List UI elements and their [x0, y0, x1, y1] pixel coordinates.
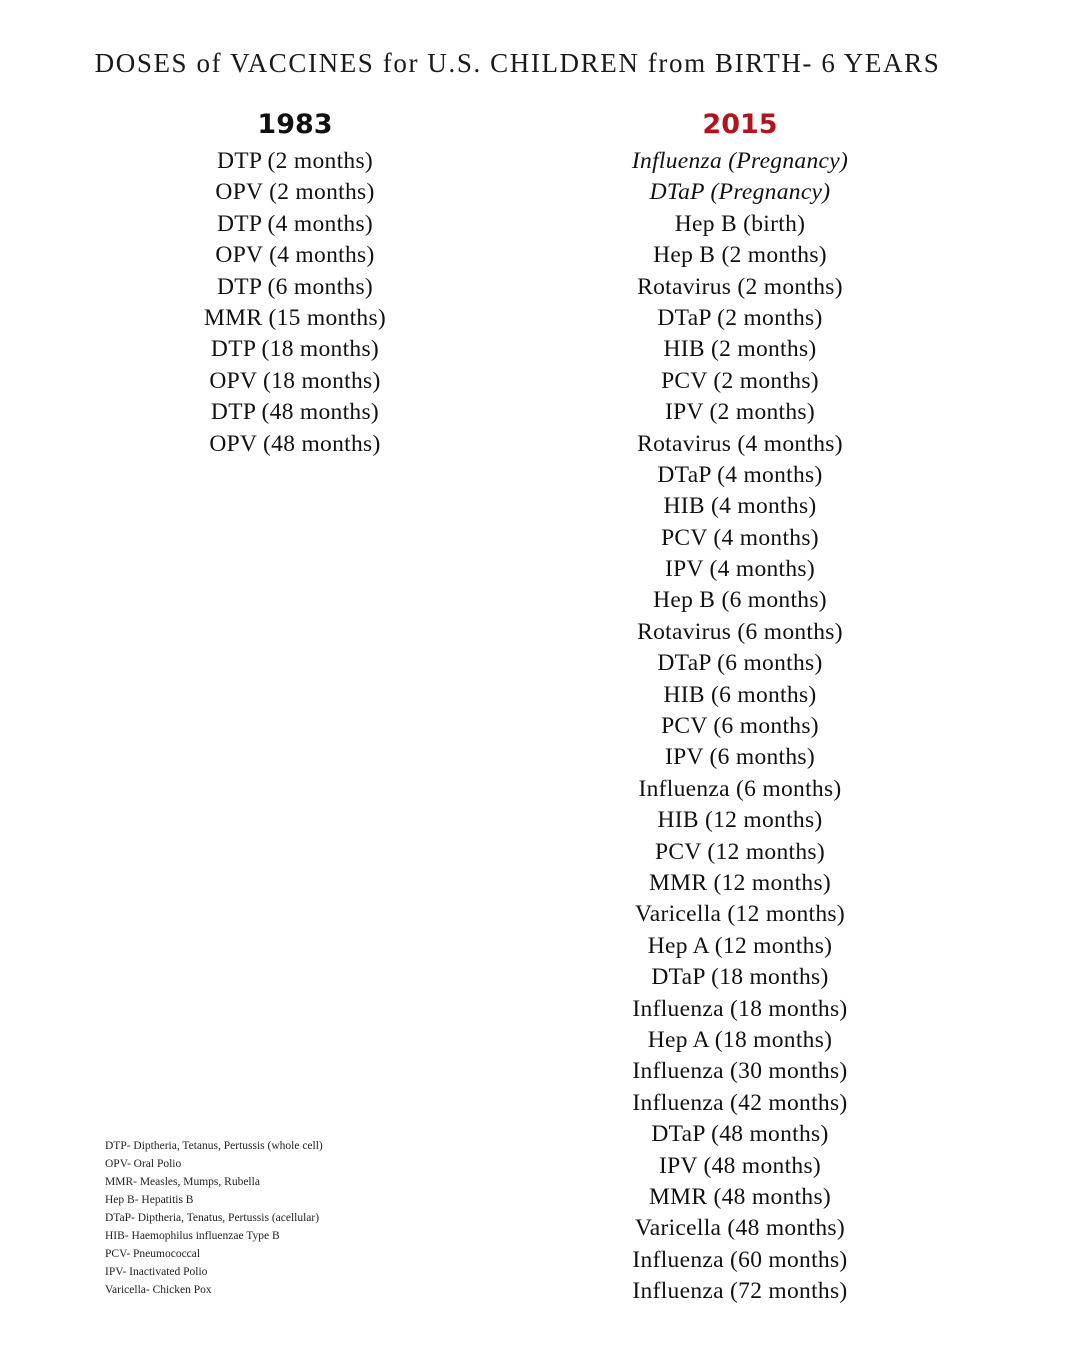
dose-item-2015: Hep B (2 months)	[653, 242, 827, 269]
dose-item-2015: PCV (4 months)	[661, 524, 819, 551]
dose-item-2015: IPV (4 months)	[665, 556, 815, 583]
dose-item-1983: DTP (48 months)	[210, 399, 380, 426]
dose-item-2015: MMR (12 months)	[648, 869, 832, 896]
dose-item-2015: Hep A (18 months)	[647, 1026, 833, 1053]
dose-item-1983: DTP (18 months)	[210, 336, 380, 363]
dose-item-2015: DTaP (2 months)	[657, 304, 823, 331]
dose-item-2015: DTaP (48 months)	[651, 1121, 829, 1148]
legend-entry: OPV- Oral Polio	[105, 1158, 182, 1170]
dose-item-2015: Influenza (6 months)	[638, 775, 842, 802]
dose-item-2015: Influenza (18 months)	[632, 995, 848, 1022]
column-1983	[155, 104, 435, 460]
dose-item-2015: MMR (48 months)	[648, 1183, 832, 1210]
dose-item-1983: OPV (2 months)	[215, 179, 375, 206]
legend-entry: Varicella- Chicken Pox	[105, 1284, 212, 1296]
dose-item-2015: PCV (12 months)	[655, 838, 825, 865]
dose-item-2015: HIB (6 months)	[663, 681, 817, 708]
abbreviation-legend	[105, 1137, 323, 1299]
dose-item-2015: IPV (2 months)	[665, 399, 815, 426]
legend-entry: DTP- Diptheria, Tetanus, Pertussis (whole cell)	[105, 1140, 323, 1152]
dose-item-1983: DTP (4 months)	[216, 210, 374, 237]
dose-item-2015: DTaP (Pregnancy)	[649, 179, 831, 206]
dose-item-2015: DTaP (18 months)	[651, 964, 829, 991]
dose-item-1983: OPV (4 months)	[215, 242, 375, 269]
dose-item-2015: Rotavirus (6 months)	[637, 618, 843, 645]
dose-item-2015: Hep B (birth)	[674, 210, 806, 237]
dose-item-2015: Hep B (6 months)	[653, 587, 827, 614]
dose-item-2015: HIB (4 months)	[663, 493, 817, 520]
legend-entry: DTaP- Diptheria, Tenatus, Pertussis (acellular)	[105, 1212, 320, 1224]
dose-item-2015: HIB (12 months)	[657, 807, 823, 834]
dose-item-2015: Rotavirus (2 months)	[637, 273, 843, 300]
column-2015	[590, 104, 890, 1307]
dose-item-1983: DTP (2 months)	[216, 148, 374, 174]
dose-item-2015: Influenza (30 months)	[632, 1058, 848, 1085]
dose-item-2015: Hep A (12 months)	[647, 932, 833, 959]
dose-item-2015: Varicella (12 months)	[635, 901, 845, 928]
dose-item-2015: DTaP (4 months)	[657, 461, 823, 488]
dose-item-2015: Influenza (60 months)	[632, 1246, 848, 1273]
dose-item-2015: DTaP (6 months)	[657, 650, 823, 677]
dose-list-2015	[590, 146, 890, 1307]
year-heading-2015: 2015	[702, 109, 778, 140]
dose-item-1983: DTP (6 months)	[216, 273, 374, 300]
dose-item-1983: OPV (18 months)	[209, 367, 381, 394]
dose-item-2015: IPV (6 months)	[665, 744, 815, 771]
dose-item-2015: IPV (48 months)	[658, 1152, 822, 1179]
legend-entry: HIB- Haemophilus influenzae Type B	[105, 1230, 280, 1242]
page-title: DOSES of VACCINES for U.S. CHILDREN from BIRTH- 6 YEARS	[94, 48, 941, 78]
dose-item-2015: Influenza (72 months)	[632, 1278, 848, 1305]
year-heading-1983: 1983	[257, 109, 333, 140]
dose-item-2015: HIB (2 months)	[663, 336, 817, 363]
dose-item-1983: OPV (48 months)	[209, 430, 381, 457]
dose-item-1983: MMR (15 months)	[203, 304, 387, 331]
legend-entry: IPV- Inactivated Polio	[105, 1266, 208, 1278]
dose-list-1983	[155, 146, 435, 460]
legend-entry: MMR- Measles, Mumps, Rubella	[105, 1176, 260, 1188]
dose-item-2015: Varicella (48 months)	[635, 1215, 845, 1242]
dose-item-2015: Rotavirus (4 months)	[637, 430, 843, 457]
legend-entry: PCV- Pneumococcal	[105, 1248, 201, 1260]
dose-item-2015: Influenza (42 months)	[632, 1089, 848, 1116]
dose-item-2015: PCV (2 months)	[661, 367, 819, 394]
dose-item-2015: Influenza (Pregnancy)	[631, 148, 849, 174]
dose-item-2015: PCV (6 months)	[661, 713, 819, 740]
legend-entry: Hep B- Hepatitis B	[105, 1194, 194, 1206]
